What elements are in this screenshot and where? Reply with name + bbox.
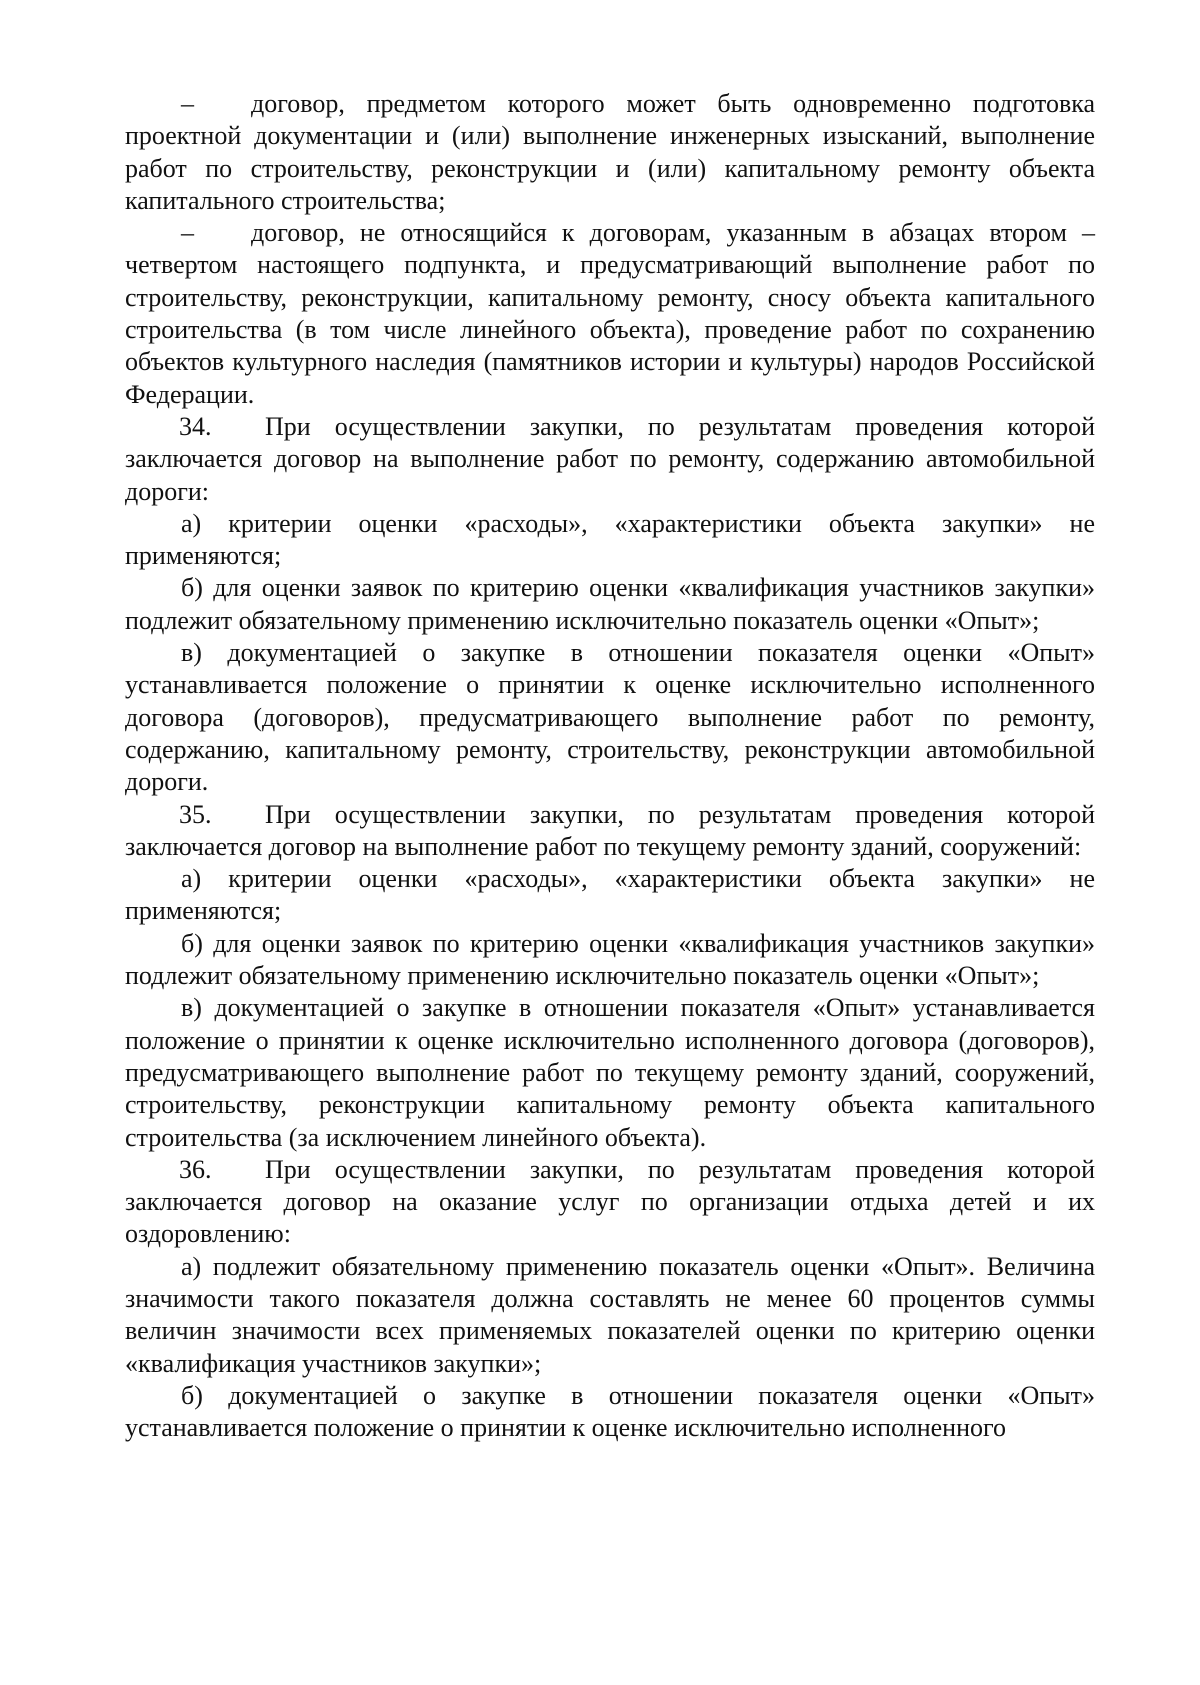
paragraph-text: а) подлежит обязательному применению показатель оценки «Опыт». Величина значимости такого показателя должна составлять не менее 60 процентов суммы величин значимости всех применяемых показателей оценки по критерию оценки «квалификация участников закупки»; (125, 1251, 1095, 1378)
paragraph-dash-contract-design (125, 88, 1095, 217)
clause-36-subitem-a (125, 1251, 1095, 1380)
clause-34 (125, 411, 1095, 508)
paragraph-text: договор, предметом которого может быть одновременно подготовка проектной документации и (или) выполнение инженерных изысканий, выполнение работ по строительству, реконструкции и (или) капитальному ремонту объекта капитального строительства; (125, 89, 1095, 215)
clause-35 (125, 799, 1095, 864)
paragraph-text: в) документацией о закупке в отношении показателя «Опыт» устанавливается положение о принятии к оценке исключительно исполненного договора (договоров), предусматривающего выполнение работ по текущему ремонту зданий, сооружений, строительству, реконструкции капитальному ремонту объекта капитального строительства (за исключением линейного объекта). (125, 993, 1095, 1152)
paragraph-text: б) документацией о закупке в отношении показателя оценки «Опыт» устанавливается положение о принятии к оценке исключительно исполненного (125, 1380, 1095, 1443)
clause-36-subitem-b (125, 1380, 1095, 1445)
list-dash-marker: – (181, 218, 194, 248)
paragraph-text: договор, не относящийся к договорам, указанным в абзацах втором – четвертом настоящего подпункта, и предусматривающий выполнение работ по строительству, реконструкции, капитальному ремонту, сносу объекта капитального строительства (в том числе линейного объекта), проведение работ по сохранению объектов культурного наследия (памятников истории и культуры) народов Российской Федерации. (125, 218, 1095, 409)
clause-35-subitem-a (125, 863, 1095, 928)
paragraph-dash-contract-other (125, 217, 1095, 411)
clause-number: 35. (179, 799, 212, 829)
paragraph-text: При осуществлении закупки, по результатам проведения которой заключается договор на выполнение работ по текущему ремонту зданий, сооружений: (125, 799, 1095, 861)
paragraph-text: в) документацией о закупке в отношении показателя оценки «Опыт» устанавливается положение о принятии к оценке исключительно исполненного договора (договоров), предусматривающего выполнение работ по ремонту, содержанию, капитальному ремонту, строительству, реконструкции автомобильной дороги. (125, 638, 1095, 797)
paragraph-text: а) критерии оценки «расходы», «характеристики объекта закупки» не применяются; (125, 864, 1095, 926)
paragraph-text: При осуществлении закупки, по результатам проведения которой заключается договор на оказание услуг по организации отдыха детей и их оздоровлению: (125, 1154, 1095, 1249)
clause-35-subitem-v (125, 992, 1095, 1153)
paragraph-text: При осуществлении закупки, по результатам проведения которой заключается договор на выполнение работ по ремонту, содержанию автомобильной дороги: (125, 411, 1095, 506)
paragraph-text: б) для оценки заявок по критерию оценки «квалификация участников закупки» подлежит обязательному применению исключительно показатель оценки «Опыт»; (125, 573, 1095, 635)
clause-35-subitem-b (125, 928, 1095, 993)
paragraph-text: а) критерии оценки «расходы», «характеристики объекта закупки» не применяются; (125, 508, 1095, 571)
clause-number: 34. (179, 411, 212, 441)
clause-34-subitem-v (125, 637, 1095, 798)
list-dash-marker: – (181, 89, 194, 118)
clause-36 (125, 1154, 1095, 1251)
clause-34-subitem-b (125, 572, 1095, 637)
clause-34-subitem-a (125, 508, 1095, 573)
document-body (125, 88, 1095, 1444)
paragraph-text: б) для оценки заявок по критерию оценки «квалификация участников закупки» подлежит обязательному применению исключительно показатель оценки «Опыт»; (125, 928, 1095, 991)
clause-number: 36. (179, 1154, 212, 1184)
